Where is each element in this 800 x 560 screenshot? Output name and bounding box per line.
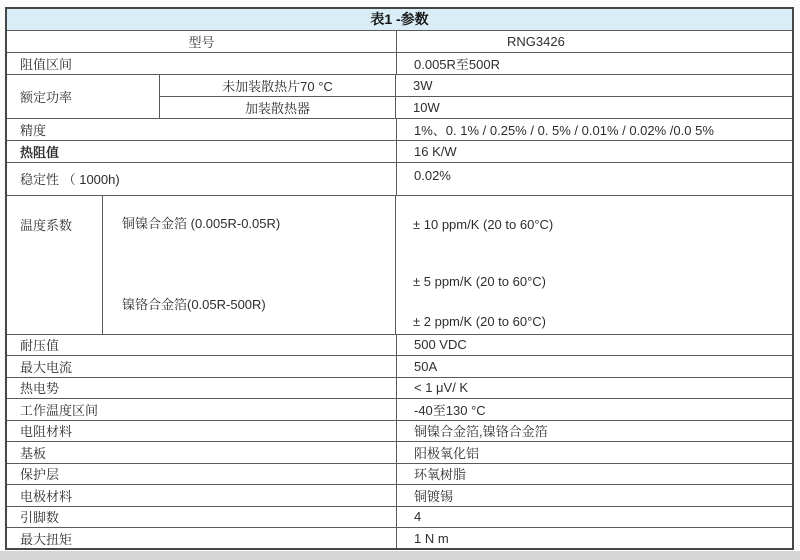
material-nicr-foil: 镍铬合金箔(0.05R-500R) xyxy=(122,296,266,312)
spec-table xyxy=(5,7,794,550)
material-cuni-foil: 铜镍合金箔 (0.005R-0.05R) xyxy=(122,215,281,231)
row-value-thermal-emf: < 1 μV/ K xyxy=(414,380,469,396)
row-label-max-torque: 最大扭矩 xyxy=(7,528,397,548)
table-row-operating-temp-range xyxy=(7,399,792,420)
table-row-resistance-range xyxy=(7,53,792,75)
row-label-protective-layer: 保护层 xyxy=(7,464,397,484)
subvalue-no-heatsink: 3W xyxy=(413,77,433,93)
table-row-withstand-voltage xyxy=(7,335,792,356)
row-label-operating-temp-range: 工作温度区间 xyxy=(7,399,397,419)
row-label-max-current: 最大电流 xyxy=(7,356,397,376)
row-label-electrode-material: 电极材料 xyxy=(7,485,397,505)
table-row-temp-coefficient xyxy=(7,196,792,335)
table-row-thermal-resistance xyxy=(7,141,792,163)
row-label-withstand-voltage: 耐压值 xyxy=(7,335,397,355)
sublabel-no-heatsink: 未加装散热片70 °C xyxy=(160,75,396,96)
row-label-stability: 稳定性 （ 1000h) xyxy=(7,163,397,195)
table-row-electrode-material xyxy=(7,485,792,506)
temp-coefficient-values xyxy=(396,196,792,334)
row-label-thermal-emf: 热电势 xyxy=(7,378,397,398)
row-value-stability: 0.02% xyxy=(414,167,451,183)
temp-value-2ppm: ± 2 ppm/K (20 to 60°C) xyxy=(413,313,547,329)
rated-power-subrows xyxy=(160,75,792,118)
row-value-resistor-material: 铜镍合金箔,镍铬合金箔 xyxy=(414,424,548,440)
row-value-withstand-voltage: 500 VDC xyxy=(414,337,467,353)
table-title-row xyxy=(7,9,792,31)
sublabel-heatsink: 加装散热器 xyxy=(160,97,396,118)
row-label-resistance-range: 阻值区间 xyxy=(7,53,397,74)
table-row-substrate xyxy=(7,442,792,463)
row-value-thermal-resistance: 16 K/W xyxy=(414,143,457,159)
temp-coefficient-materials xyxy=(103,196,396,334)
page-bottom-strip xyxy=(0,551,800,560)
table-row-max-current xyxy=(7,356,792,377)
row-label-temp-coefficient: 温度系数 xyxy=(7,196,103,334)
row-value-max-torque: 1 N m xyxy=(414,530,449,546)
row-value-substrate: 阳极氧化铝 xyxy=(414,445,480,461)
row-label-pin-count: 引脚数 xyxy=(7,507,397,527)
row-value-operating-temp-range: -40至130 °C xyxy=(414,402,486,418)
row-value-resistance-range: 0.005R至500R xyxy=(414,56,500,72)
table-title: 表1 -参数 xyxy=(370,11,429,28)
row-value-max-current: 50A xyxy=(414,358,438,374)
table-row-pin-count xyxy=(7,507,792,528)
table-row-accuracy xyxy=(7,119,792,141)
table-row-stability xyxy=(7,163,792,196)
subvalue-heatsink: 10W xyxy=(413,99,440,115)
table-row-protective-layer xyxy=(7,464,792,485)
row-value-pin-count: 4 xyxy=(414,509,422,525)
table-row-thermal-emf xyxy=(7,378,792,399)
row-label-accuracy: 精度 xyxy=(7,119,397,140)
table-row-model xyxy=(7,31,792,53)
table-row-max-torque xyxy=(7,528,792,548)
table-row-resistor-material xyxy=(7,421,792,442)
row-value-model: RNG3426 xyxy=(507,33,565,49)
table-row-rated-power xyxy=(7,75,792,119)
row-label-rated-power: 额定功率 xyxy=(7,75,160,118)
rated-power-subrow-heatsink xyxy=(160,97,792,118)
row-value-electrode-material: 铜镀锡 xyxy=(414,488,454,504)
row-value-accuracy: 1%、0. 1% / 0.25% / 0. 5% / 0.01% / 0.02% /0.0 5% xyxy=(414,122,714,138)
rated-power-subrow-no-heatsink xyxy=(160,75,792,97)
row-label-model: 型号 xyxy=(7,31,397,52)
row-label-substrate: 基板 xyxy=(7,442,397,462)
row-value-protective-layer: 环氧树脂 xyxy=(414,467,467,483)
temp-value-5ppm: ± 5 ppm/K (20 to 60°C) xyxy=(413,273,547,289)
temp-value-10ppm: ± 10 ppm/K (20 to 60°C) xyxy=(413,216,554,232)
row-label-resistor-material: 电阻材料 xyxy=(7,421,397,441)
row-label-thermal-resistance: 热阻值 xyxy=(7,141,397,162)
